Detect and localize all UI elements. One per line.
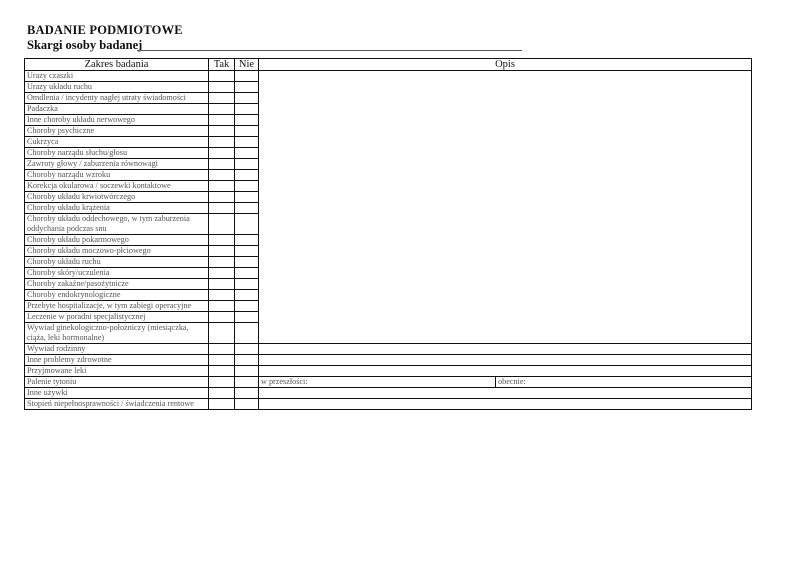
row-label: Choroby układu ruchu <box>25 257 209 268</box>
yes-checkbox-cell[interactable] <box>209 170 235 181</box>
yes-checkbox-cell[interactable] <box>209 399 235 410</box>
row-label: Choroby zakaźne/pasożytnicze <box>25 279 209 290</box>
row-label: Leczenie w poradni specjalistycznej <box>25 312 209 323</box>
smoking-past-field[interactable]: w przeszłości: <box>259 377 496 388</box>
yes-checkbox-cell[interactable] <box>209 214 235 235</box>
yes-checkbox-cell[interactable] <box>209 312 235 323</box>
yes-checkbox-cell[interactable] <box>209 192 235 203</box>
no-checkbox-cell[interactable] <box>235 268 259 279</box>
row-label: Inne choroby układu nerwowego <box>25 115 209 126</box>
description-field[interactable] <box>259 388 752 399</box>
column-header-description: Opis <box>259 59 752 71</box>
yes-checkbox-cell[interactable] <box>209 301 235 312</box>
description-field[interactable] <box>259 71 752 344</box>
complaint-input-line[interactable] <box>137 50 522 51</box>
yes-checkbox-cell[interactable] <box>209 377 235 388</box>
yes-checkbox-cell[interactable] <box>209 279 235 290</box>
no-checkbox-cell[interactable] <box>235 181 259 192</box>
row-label: Choroby skóry/uczulenia <box>25 268 209 279</box>
no-checkbox-cell[interactable] <box>235 170 259 181</box>
yes-checkbox-cell[interactable] <box>209 323 235 344</box>
row-label: Omdlenia / incydenty nagłej utraty świadomości <box>25 93 209 104</box>
no-checkbox-cell[interactable] <box>235 82 259 93</box>
no-checkbox-cell[interactable] <box>235 93 259 104</box>
no-checkbox-cell[interactable] <box>235 399 259 410</box>
yes-checkbox-cell[interactable] <box>209 268 235 279</box>
no-checkbox-cell[interactable] <box>235 312 259 323</box>
no-checkbox-cell[interactable] <box>235 115 259 126</box>
row-label: Choroby narządu wzroku <box>25 170 209 181</box>
yes-checkbox-cell[interactable] <box>209 290 235 301</box>
yes-checkbox-cell[interactable] <box>209 203 235 214</box>
row-label: Padaczka <box>25 104 209 115</box>
no-checkbox-cell[interactable] <box>235 148 259 159</box>
row-label: Inne używki <box>25 388 209 399</box>
yes-checkbox-cell[interactable] <box>209 82 235 93</box>
yes-checkbox-cell[interactable] <box>209 137 235 148</box>
no-checkbox-cell[interactable] <box>235 137 259 148</box>
no-checkbox-cell[interactable] <box>235 279 259 290</box>
no-checkbox-cell[interactable] <box>235 377 259 388</box>
table-row <box>25 366 752 377</box>
table-header-row <box>25 59 752 71</box>
row-label: Inne problemy zdrowotne <box>25 355 209 366</box>
complaint-label: Skargi osoby badanej <box>27 38 143 52</box>
no-checkbox-cell[interactable] <box>235 71 259 82</box>
description-field[interactable] <box>259 355 752 366</box>
row-label: Przebyte hospitalizacje, w tym zabiegi operacyjne <box>25 301 209 312</box>
yes-checkbox-cell[interactable] <box>209 126 235 137</box>
yes-checkbox-cell[interactable] <box>209 71 235 82</box>
description-field[interactable] <box>259 399 752 410</box>
no-checkbox-cell[interactable] <box>235 355 259 366</box>
row-label: Wywiad rodzinny <box>25 344 209 355</box>
no-checkbox-cell[interactable] <box>235 344 259 355</box>
yes-checkbox-cell[interactable] <box>209 235 235 246</box>
no-checkbox-cell[interactable] <box>235 192 259 203</box>
yes-checkbox-cell[interactable] <box>209 93 235 104</box>
row-label: Choroby układu pokarmowego <box>25 235 209 246</box>
medical-history-table <box>24 58 752 410</box>
description-field[interactable] <box>259 366 752 377</box>
row-label: Stopień niepełnosprawności / świadczenia rentowe <box>25 399 209 410</box>
table-row <box>25 388 752 399</box>
row-label: Choroby endokrynologiczne <box>25 290 209 301</box>
row-label: Choroby narządu słuchu/głosu <box>25 148 209 159</box>
form-title: BADANIE PODMIOTOWE <box>27 23 183 37</box>
yes-checkbox-cell[interactable] <box>209 388 235 399</box>
no-checkbox-cell[interactable] <box>235 301 259 312</box>
row-label: Choroby układu krwiotwórczego <box>25 192 209 203</box>
yes-checkbox-cell[interactable] <box>209 115 235 126</box>
row-label: Palenie tytoniu <box>25 377 209 388</box>
no-checkbox-cell[interactable] <box>235 290 259 301</box>
yes-checkbox-cell[interactable] <box>209 366 235 377</box>
table-row <box>25 71 752 82</box>
row-label: Korekcja okularowa / soczewki kontaktowe <box>25 181 209 192</box>
column-header-yes: Tak <box>209 59 235 71</box>
no-checkbox-cell[interactable] <box>235 246 259 257</box>
no-checkbox-cell[interactable] <box>235 323 259 344</box>
row-label: Przyjmowane leki <box>25 366 209 377</box>
smoking-current-field[interactable]: obecnie: <box>496 377 752 388</box>
row-label: Choroby psychiczne <box>25 126 209 137</box>
yes-checkbox-cell[interactable] <box>209 159 235 170</box>
row-label: Wywiad ginekologiczno-położniczy (miesiączka, ciąża, leki hormonalne) <box>25 323 209 344</box>
no-checkbox-cell[interactable] <box>235 159 259 170</box>
no-checkbox-cell[interactable] <box>235 388 259 399</box>
table-row <box>25 344 752 355</box>
table-row <box>25 399 752 410</box>
no-checkbox-cell[interactable] <box>235 203 259 214</box>
row-label: Urazy czaszki <box>25 71 209 82</box>
table-row-smoking <box>25 377 752 388</box>
yes-checkbox-cell[interactable] <box>209 257 235 268</box>
row-label: Choroby układu krążenia <box>25 203 209 214</box>
row-label: Choroby układu oddechowego, w tym zaburzenia oddychania podczas snu <box>25 214 209 235</box>
yes-checkbox-cell[interactable] <box>209 104 235 115</box>
row-label: Urazy układu ruchu <box>25 82 209 93</box>
yes-checkbox-cell[interactable] <box>209 355 235 366</box>
no-checkbox-cell[interactable] <box>235 214 259 235</box>
table-body <box>25 71 752 410</box>
yes-checkbox-cell[interactable] <box>209 148 235 159</box>
row-label: Cukrzyca <box>25 137 209 148</box>
yes-checkbox-cell[interactable] <box>209 344 235 355</box>
row-label: Choroby układu moczowo-płciowego <box>25 246 209 257</box>
column-header-scope: Zakres badania <box>25 59 209 71</box>
no-checkbox-cell[interactable] <box>235 257 259 268</box>
yes-checkbox-cell[interactable] <box>209 246 235 257</box>
column-header-no: Nie <box>235 59 259 71</box>
no-checkbox-cell[interactable] <box>235 126 259 137</box>
yes-checkbox-cell[interactable] <box>209 181 235 192</box>
description-field[interactable] <box>259 344 752 355</box>
no-checkbox-cell[interactable] <box>235 104 259 115</box>
row-label: Zawroty głowy / zaburzenia równowagi <box>25 159 209 170</box>
no-checkbox-cell[interactable] <box>235 366 259 377</box>
table-row <box>25 355 752 366</box>
no-checkbox-cell[interactable] <box>235 235 259 246</box>
